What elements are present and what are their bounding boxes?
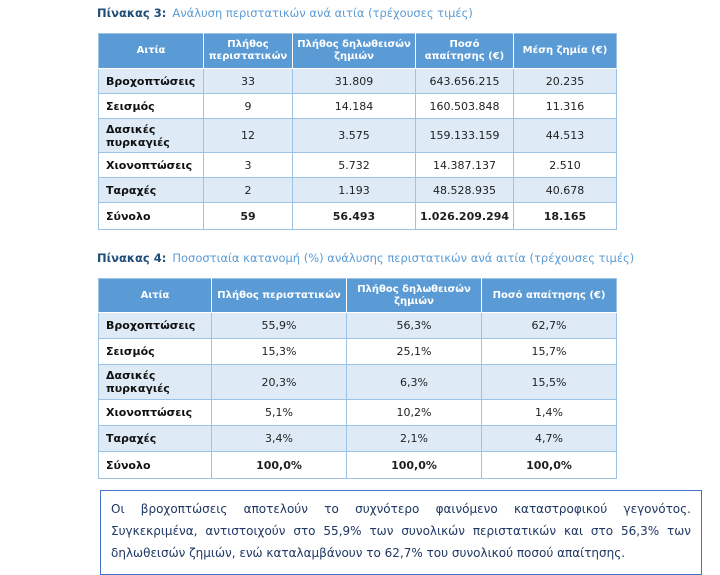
table4-title-label: Πίνακας 4: bbox=[97, 251, 167, 265]
value-cell: 5,1% bbox=[212, 400, 347, 426]
table-percentage-by-cause bbox=[98, 278, 617, 479]
table-row bbox=[99, 313, 617, 339]
total-row bbox=[99, 452, 617, 479]
value-cell: 3,4% bbox=[212, 426, 347, 452]
column-header: Ποσό απαίτησης (€) bbox=[416, 34, 514, 69]
value-cell: 48.528.935 bbox=[416, 178, 514, 203]
value-cell: 3 bbox=[204, 153, 293, 178]
value-cell: 11.316 bbox=[514, 94, 617, 119]
value-cell: 1.193 bbox=[293, 178, 416, 203]
value-cell: 14.184 bbox=[293, 94, 416, 119]
column-header: Αιτία bbox=[99, 279, 212, 313]
table4-title-text: Ποσοστιαία κατανομή (%) ανάλυσης περιστατικών ανά αιτία (τρέχουσες τιμές) bbox=[172, 251, 635, 265]
table4-title bbox=[97, 250, 634, 266]
table-row bbox=[99, 365, 617, 400]
value-cell: 33 bbox=[204, 69, 293, 94]
table4-header bbox=[99, 279, 617, 313]
header-row bbox=[99, 34, 617, 69]
cause-cell: Χιονοπτώσεις bbox=[99, 400, 212, 426]
table-row bbox=[99, 400, 617, 426]
table3-header bbox=[99, 34, 617, 69]
value-cell: 100,0% bbox=[212, 452, 347, 479]
value-cell: 62,7% bbox=[482, 313, 617, 339]
note-box bbox=[100, 490, 702, 575]
value-cell: 2 bbox=[204, 178, 293, 203]
column-header: Μέση ζημία (€) bbox=[514, 34, 617, 69]
cause-cell: Βροχοπτώσεις bbox=[99, 313, 212, 339]
table3-title bbox=[97, 5, 473, 21]
header-row bbox=[99, 279, 617, 313]
value-cell: 44.513 bbox=[514, 119, 617, 153]
cause-cell: Ταραχές bbox=[99, 426, 212, 452]
table3-title-text: Ανάλυση περιστατικών ανά αιτία (τρέχουσες τιμές) bbox=[172, 6, 473, 20]
value-cell: 3.575 bbox=[293, 119, 416, 153]
table-incidents-by-cause bbox=[98, 33, 617, 230]
value-cell: 5.732 bbox=[293, 153, 416, 178]
value-cell: 2,1% bbox=[347, 426, 482, 452]
column-header: Ποσό απαίτησης (€) bbox=[482, 279, 617, 313]
cause-cell: Δασικές πυρκαγιές bbox=[99, 119, 204, 153]
value-cell: 2.510 bbox=[514, 153, 617, 178]
cause-cell: Ταραχές bbox=[99, 178, 204, 203]
value-cell: 20,3% bbox=[212, 365, 347, 400]
value-cell: 12 bbox=[204, 119, 293, 153]
value-cell: 100,0% bbox=[482, 452, 617, 479]
value-cell: 1,4% bbox=[482, 400, 617, 426]
value-cell: 15,5% bbox=[482, 365, 617, 400]
table-row bbox=[99, 339, 617, 365]
value-cell: 1.026.209.294 bbox=[416, 203, 514, 230]
table-row bbox=[99, 69, 617, 94]
value-cell: 160.503.848 bbox=[416, 94, 514, 119]
cause-cell: Χιονοπτώσεις bbox=[99, 153, 204, 178]
cause-cell: Σεισμός bbox=[99, 94, 204, 119]
value-cell: 20.235 bbox=[514, 69, 617, 94]
column-header: Πλήθος περιστατικών bbox=[212, 279, 347, 313]
value-cell: 15,7% bbox=[482, 339, 617, 365]
value-cell: 55,9% bbox=[212, 313, 347, 339]
value-cell: 100,0% bbox=[347, 452, 482, 479]
table-row bbox=[99, 178, 617, 203]
value-cell: 14.387.137 bbox=[416, 153, 514, 178]
value-cell: 643.656.215 bbox=[416, 69, 514, 94]
value-cell: 56,3% bbox=[347, 313, 482, 339]
table4-body bbox=[99, 313, 617, 479]
value-cell: 31.809 bbox=[293, 69, 416, 94]
table3-title-label: Πίνακας 3: bbox=[97, 6, 167, 20]
value-cell: 56.493 bbox=[293, 203, 416, 230]
value-cell: 15,3% bbox=[212, 339, 347, 365]
value-cell: 59 bbox=[204, 203, 293, 230]
cause-cell: Σύνολο bbox=[99, 203, 204, 230]
table-row bbox=[99, 119, 617, 153]
cause-cell: Σύνολο bbox=[99, 452, 212, 479]
cause-cell: Βροχοπτώσεις bbox=[99, 69, 204, 94]
column-header: Πλήθος δηλωθεισών ζημιών bbox=[293, 34, 416, 69]
value-cell: 9 bbox=[204, 94, 293, 119]
cause-cell: Σεισμός bbox=[99, 339, 212, 365]
value-cell: 18.165 bbox=[514, 203, 617, 230]
total-row bbox=[99, 203, 617, 230]
note-text: Οι βροχοπτώσεις αποτελούν το συχνότερο φαινόμενο καταστροφικού γεγονότος. Συγκεκριμένα, αντιστοιχούν στο 55,9% των συνολικών περιστατικών και στο 56,3% των δηλωθεισών ζημιών, ενώ καταλαμβάνουν το 62,7% του συνολικού ποσού απαίτησης. bbox=[111, 502, 691, 560]
value-cell: 6,3% bbox=[347, 365, 482, 400]
table-row bbox=[99, 94, 617, 119]
value-cell: 10,2% bbox=[347, 400, 482, 426]
table3-body bbox=[99, 69, 617, 230]
column-header: Πλήθος δηλωθεισών ζημιών bbox=[347, 279, 482, 313]
column-header: Αιτία bbox=[99, 34, 204, 69]
value-cell: 40.678 bbox=[514, 178, 617, 203]
value-cell: 25,1% bbox=[347, 339, 482, 365]
cause-cell: Δασικές πυρκαγιές bbox=[99, 365, 212, 400]
value-cell: 4,7% bbox=[482, 426, 617, 452]
value-cell: 159.133.159 bbox=[416, 119, 514, 153]
column-header: Πλήθος περιστατικών bbox=[204, 34, 293, 69]
table-row bbox=[99, 426, 617, 452]
table-row bbox=[99, 153, 617, 178]
